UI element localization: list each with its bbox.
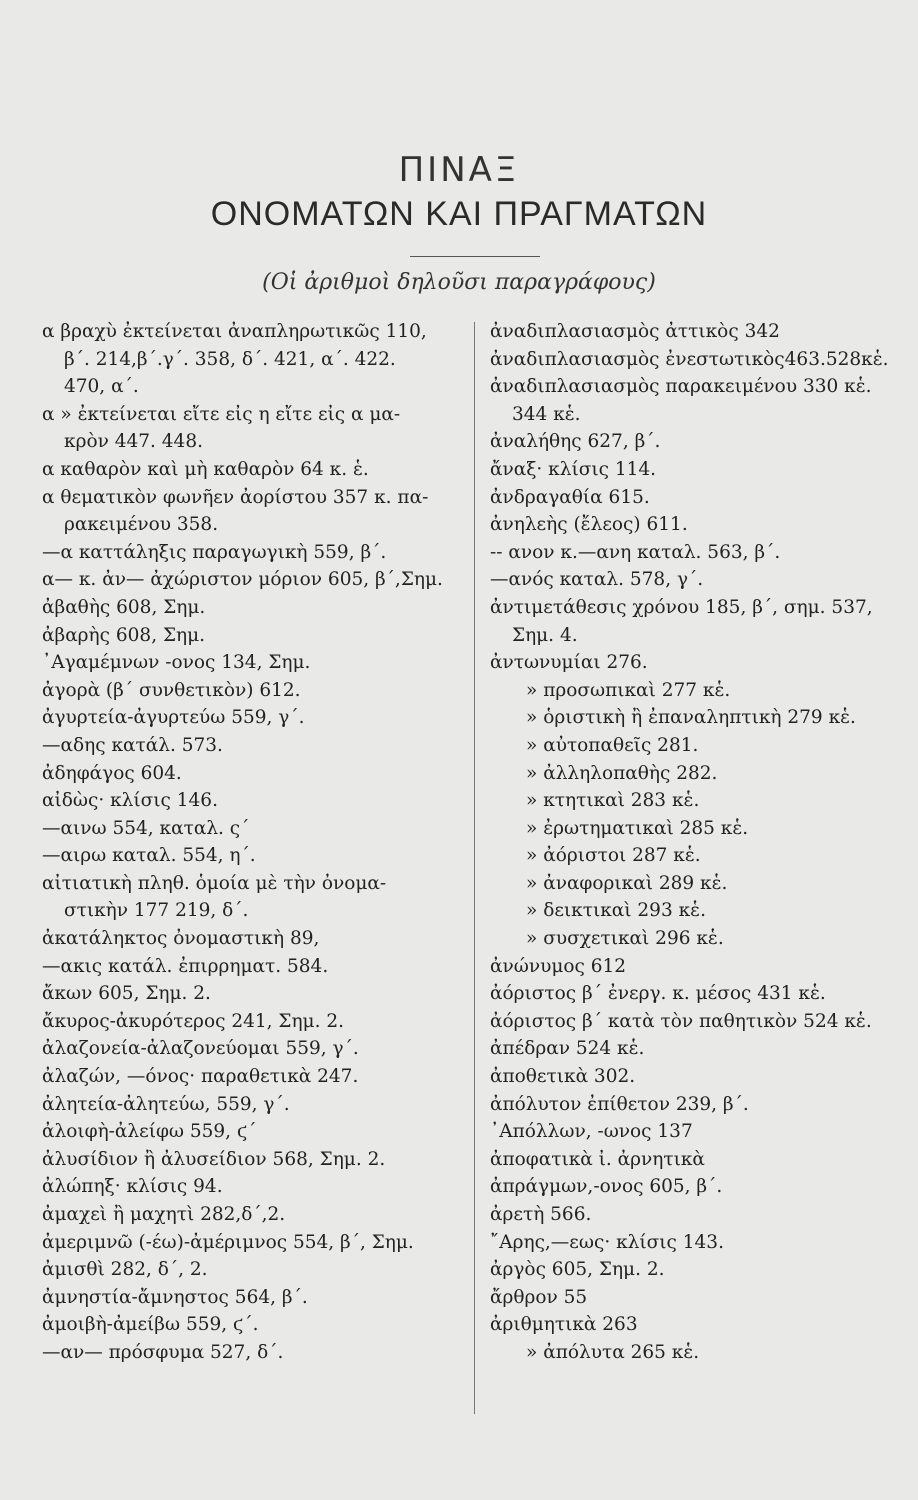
index-entry: ἀνώνυμος 612	[490, 955, 627, 977]
index-note: (Οἱ ἀριθμοὶ δηλοῦσι παραγράφους)	[262, 270, 656, 295]
index-entry: ἀνηλεὴς (ἔλεος) 611.	[490, 514, 688, 536]
index-entry: ἀναλήθης 627, β΄.	[490, 431, 661, 453]
index-entry: —αιρω καταλ. 554, η΄.	[42, 845, 256, 867]
index-entry: ἀποφατικὰ ἰ. ἀρνητικὰ	[490, 1148, 705, 1170]
index-entry: 344 κἑ.	[512, 403, 581, 425]
index-entry: ἀλητεία-ἀλητεύω, 559, γ΄.	[42, 1093, 290, 1115]
index-entry: ἄκων 605, Σημ. 2.	[42, 983, 211, 1005]
index-entry: ἀπέδραν 524 κἑ.	[490, 1038, 645, 1060]
index-entry: » ὁριστικὴ ἢ ἐπαναληπτικὴ 279 κἑ.	[526, 707, 856, 729]
index-entry: » ἐρωτηματικαὶ 285 κἑ.	[526, 817, 749, 839]
index-entry: ἀμαχεὶ ἢ μαχητὶ 282,δ΄,2.	[42, 1204, 286, 1225]
index-entry: ἀκατάληκτος ὀνομαστικὴ 89,	[42, 928, 320, 950]
index-entry: » ἀπόλυτα 265 κἑ.	[526, 1341, 700, 1363]
index-entry: —αδης κατάλ. 573.	[42, 734, 223, 756]
index-entry: —ακις κατάλ. ἐπιρρηματ. 584.	[42, 955, 329, 977]
index-entry: ἀμνηστία-ἄμνηστος 564, β΄.	[42, 1286, 308, 1308]
index-subtitle-heading: ΟΝΟΜΑΤΩΝ ΚΑΙ ΠΡΑΓΜΑΤΩΝ	[210, 195, 708, 233]
index-entry: α καθαρὸν καὶ μὴ καθαρὸν 64 κ. ἑ.	[42, 458, 369, 480]
index-entry: ἀδηφάγος 604.	[42, 762, 182, 784]
index-entry: ἀβαρὴς 608, Σημ.	[42, 624, 206, 646]
index-entry: » συσχετικαὶ 296 κἑ.	[526, 928, 724, 950]
index-entry: —αν— πρόσφυμα 527, δ΄.	[42, 1341, 284, 1363]
index-entry: ἀβαθὴς 608, Σημ.	[42, 596, 206, 618]
index-entry: ἄναξ· κλίσις 114.	[490, 458, 657, 480]
index-entry: ῎Αρης,—εως· κλίσις 143.	[490, 1231, 724, 1253]
title-rule	[410, 256, 540, 257]
index-entry: » κτητικαὶ 283 κἑ.	[526, 790, 700, 812]
index-entry: —α καττάληξις παραγωγικὴ 559, β΄.	[42, 541, 387, 563]
index-entry: 470, α΄.	[64, 376, 139, 398]
index-entry: ἀναδιπλασιασμὸς παρακειμένου 330 κἑ.	[490, 376, 872, 398]
index-entry: ἄκυρος-ἀκυρότερος 241, Σημ. 2.	[42, 1010, 344, 1032]
index-entry: ἀλώπηξ· κλίσις 94.	[42, 1176, 223, 1198]
index-entry: ἀργὸς 605, Σημ. 2.	[490, 1259, 665, 1281]
index-entry: α θεματικὸν φωνῆεν ἀορίστου 357 κ. πα-	[42, 486, 429, 508]
index-entry: ἀλαζονεία-ἀλαζονεύομαι 559, γ΄.	[42, 1038, 359, 1060]
index-entry: » ἀλληλοπαθὴς 282.	[526, 762, 718, 784]
index-entry: αἰτιατικὴ πληθ. ὁμοία μὲ τὴν ὀνομα-	[42, 872, 387, 894]
index-entry: ἀόριστος β΄ ἐνεργ. κ. μέσος 431 κἑ.	[490, 983, 826, 1005]
index-title: ΠΙΝΑΞ	[398, 150, 520, 190]
index-entry: ἀριθμητικὰ 263	[490, 1314, 638, 1336]
index-entry: Σημ. 4.	[512, 624, 578, 646]
index-entry: ἀλαζών, —όνος· παραθετικὰ 247.	[42, 1066, 359, 1088]
index-entry: ἀόριστος β΄ κατὰ τὸν παθητικὸν 524 κἑ.	[490, 1010, 872, 1032]
index-entry: ἀλυσίδιον ἢ ἀλυσείδιον 568, Σημ. 2.	[42, 1148, 386, 1170]
index-entry: » ἀόριστοι 287 κἑ.	[526, 845, 701, 867]
index-entry: ἄρθρον 55	[490, 1286, 588, 1308]
index-entry: ᾿Αγαμέμνων -ονος 134, Σημ.	[42, 652, 311, 674]
index-entry: —ανός καταλ. 578, γ΄.	[490, 569, 704, 591]
index-entry: ἀνδραγαθία 615.	[490, 486, 650, 508]
index-entry: ἀμεριμνῶ (-έω)-ἀμέριμνος 554, β΄, Σημ.	[42, 1231, 414, 1253]
index-entry: » προσωπικαὶ 277 κἑ.	[526, 679, 731, 701]
index-entry: ἀγορὰ (β΄ συνθετικὸν) 612.	[42, 679, 301, 701]
index-entry: -- ανον κ.—ανη καταλ. 563, β΄.	[490, 541, 781, 563]
index-entry: ἀντωνυμίαι 276.	[490, 652, 648, 674]
index-entry: ρακειμένου 358.	[64, 514, 219, 536]
index-entry: αἰδὼς· κλίσις 146.	[42, 790, 218, 812]
index-entry: στικὴν 177 219, δ΄.	[64, 900, 249, 922]
index-entry: ἀγυρτεία-ἀγυρτεύω 559, γ΄.	[42, 707, 305, 729]
left-index-column	[42, 318, 462, 1367]
index-entry: » δεικτικαὶ 293 κἑ.	[526, 900, 706, 922]
index-entry: α βραχὺ ἐκτείνεται ἀναπληρωτικῶς 110,	[42, 321, 427, 342]
index-entry: » αὐτοπαθεῖς 281.	[526, 734, 699, 756]
index-entry: ἀναδιπλασιασμὸς ἐνεστωτικὸς463.528κἑ.	[490, 348, 889, 370]
index-entry: » ἀναφορικαὶ 289 κἑ.	[526, 872, 728, 894]
index-entry: ἀναδιπλασιασμὸς ἀττικὸς 342	[490, 321, 780, 342]
index-entry: ἀποθετικὰ 302.	[490, 1066, 636, 1088]
index-entry: ἀπράγμων,-ονος 605, β΄.	[490, 1176, 723, 1198]
index-entry: ἀρετὴ 566.	[490, 1204, 592, 1225]
index-entry: ᾿Απόλλων, -ωνος 137	[490, 1121, 693, 1143]
index-entry: ἀλοιφὴ-ἀλείφω 559, ϛ΄	[42, 1121, 257, 1143]
index-entry: ἀμοιβὴ-ἀμείβω 559, ϛ΄.	[42, 1314, 259, 1336]
column-divider	[474, 322, 475, 1414]
right-index-column	[490, 318, 902, 1367]
index-entry: —αινω 554, καταλ. ς΄	[42, 817, 250, 839]
index-entry: α » ἐκτείνεται εἴτε εἰς η εἴτε εἰς α μα-	[42, 403, 401, 425]
index-entry: ἀμισθὶ 282, δ΄, 2.	[42, 1259, 208, 1281]
index-entry: ἀπόλυτον ἐπίθετον 239, β΄.	[490, 1093, 749, 1115]
index-entry: β΄. 214,β΄.γ΄. 358, δ΄. 421, α΄. 422.	[64, 348, 396, 370]
index-entry: ἀντιμετάθεσις χρόνου 185, β΄, σημ. 537,	[490, 596, 873, 618]
index-entry: κρὸν 447. 448.	[64, 431, 203, 453]
index-entry: α— κ. ἀν— ἀχώριστον μόριον 605, β΄,Σημ.	[42, 569, 443, 591]
